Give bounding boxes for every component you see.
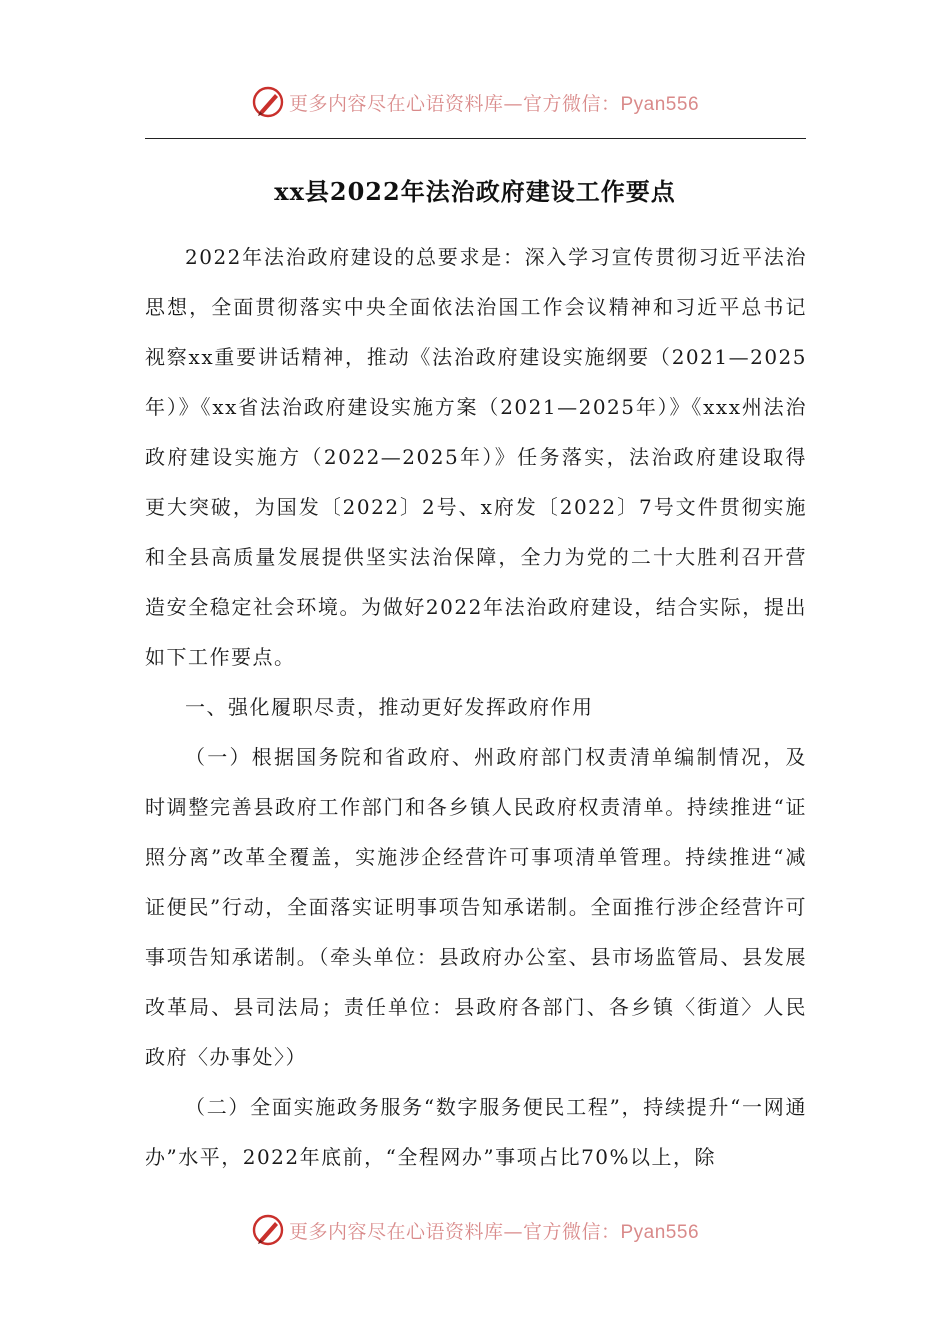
paragraph-intro: 2022年法治政府建设的总要求是：深入学习宣传贯彻习近平法治思想，全面贯彻落实中央全面依法治国工作会议精神和习近平总书记视察xx重要讲话精神，推动《法治政府建设实施纲要（2021—2025年）》《xx省法治政府建设实施方案（2021—2025年）》《xxx州法治政府建设实施方（2022—2025年）》任务落实，法治政府建设取得更大突破，为国发〔2022〕2号、x府发〔2022〕7号文件贯彻实施和全县高质量发展提供坚实法治保障，全力为党的二十大胜利召开营造安全稳定社会环境。为做好2022年法治政府建设，结合实际，提出如下工作要点。 <box>145 245 807 669</box>
header-divider <box>145 138 806 139</box>
pen-logo-icon <box>251 1213 285 1247</box>
header-wechat-id: Pyan556 <box>620 93 700 115</box>
footer-wechat-id: Pyan556 <box>620 1221 700 1243</box>
document-title: xx县2022年法治政府建设工作要点 <box>274 177 676 206</box>
header-banner <box>0 80 950 124</box>
paragraph-item-2: （二）全面实施政务服务“数字服务便民工程”，持续提升“一网通办”水平，2022年底前，“全程网办”事项占比70%以上，除 <box>145 1095 807 1169</box>
footer-banner-text: 更多内容尽在心语资料库—官方微信：Pyan556 <box>288 1220 700 1243</box>
document-body <box>145 232 807 1182</box>
paragraph-item-1: （一）根据国务院和省政府、州政府部门权责清单编制情况，及时调整完善县政府工作部门和各乡镇人民政府权责清单。持续推进“证照分离”改革全覆盖，实施涉企经营许可事项清单管理。持续推进“减证便民”行动，全面落实证明事项告知承诺制。全面推行涉企经营许可事项告知承诺制。（牵头单位：县政府办公室、县市场监管局、县发展改革局、县司法局；责任单位：县政府各部门、各乡镇〈街道〉人民政府〈办事处〉） <box>145 745 807 1069</box>
section-heading-1: 一、强化履职尽责，推动更好发挥政府作用 <box>185 695 594 719</box>
footer-banner <box>0 1208 950 1252</box>
header-banner-text: 更多内容尽在心语资料库—官方微信：Pyan556 <box>288 92 700 115</box>
pen-logo-icon <box>251 85 285 119</box>
